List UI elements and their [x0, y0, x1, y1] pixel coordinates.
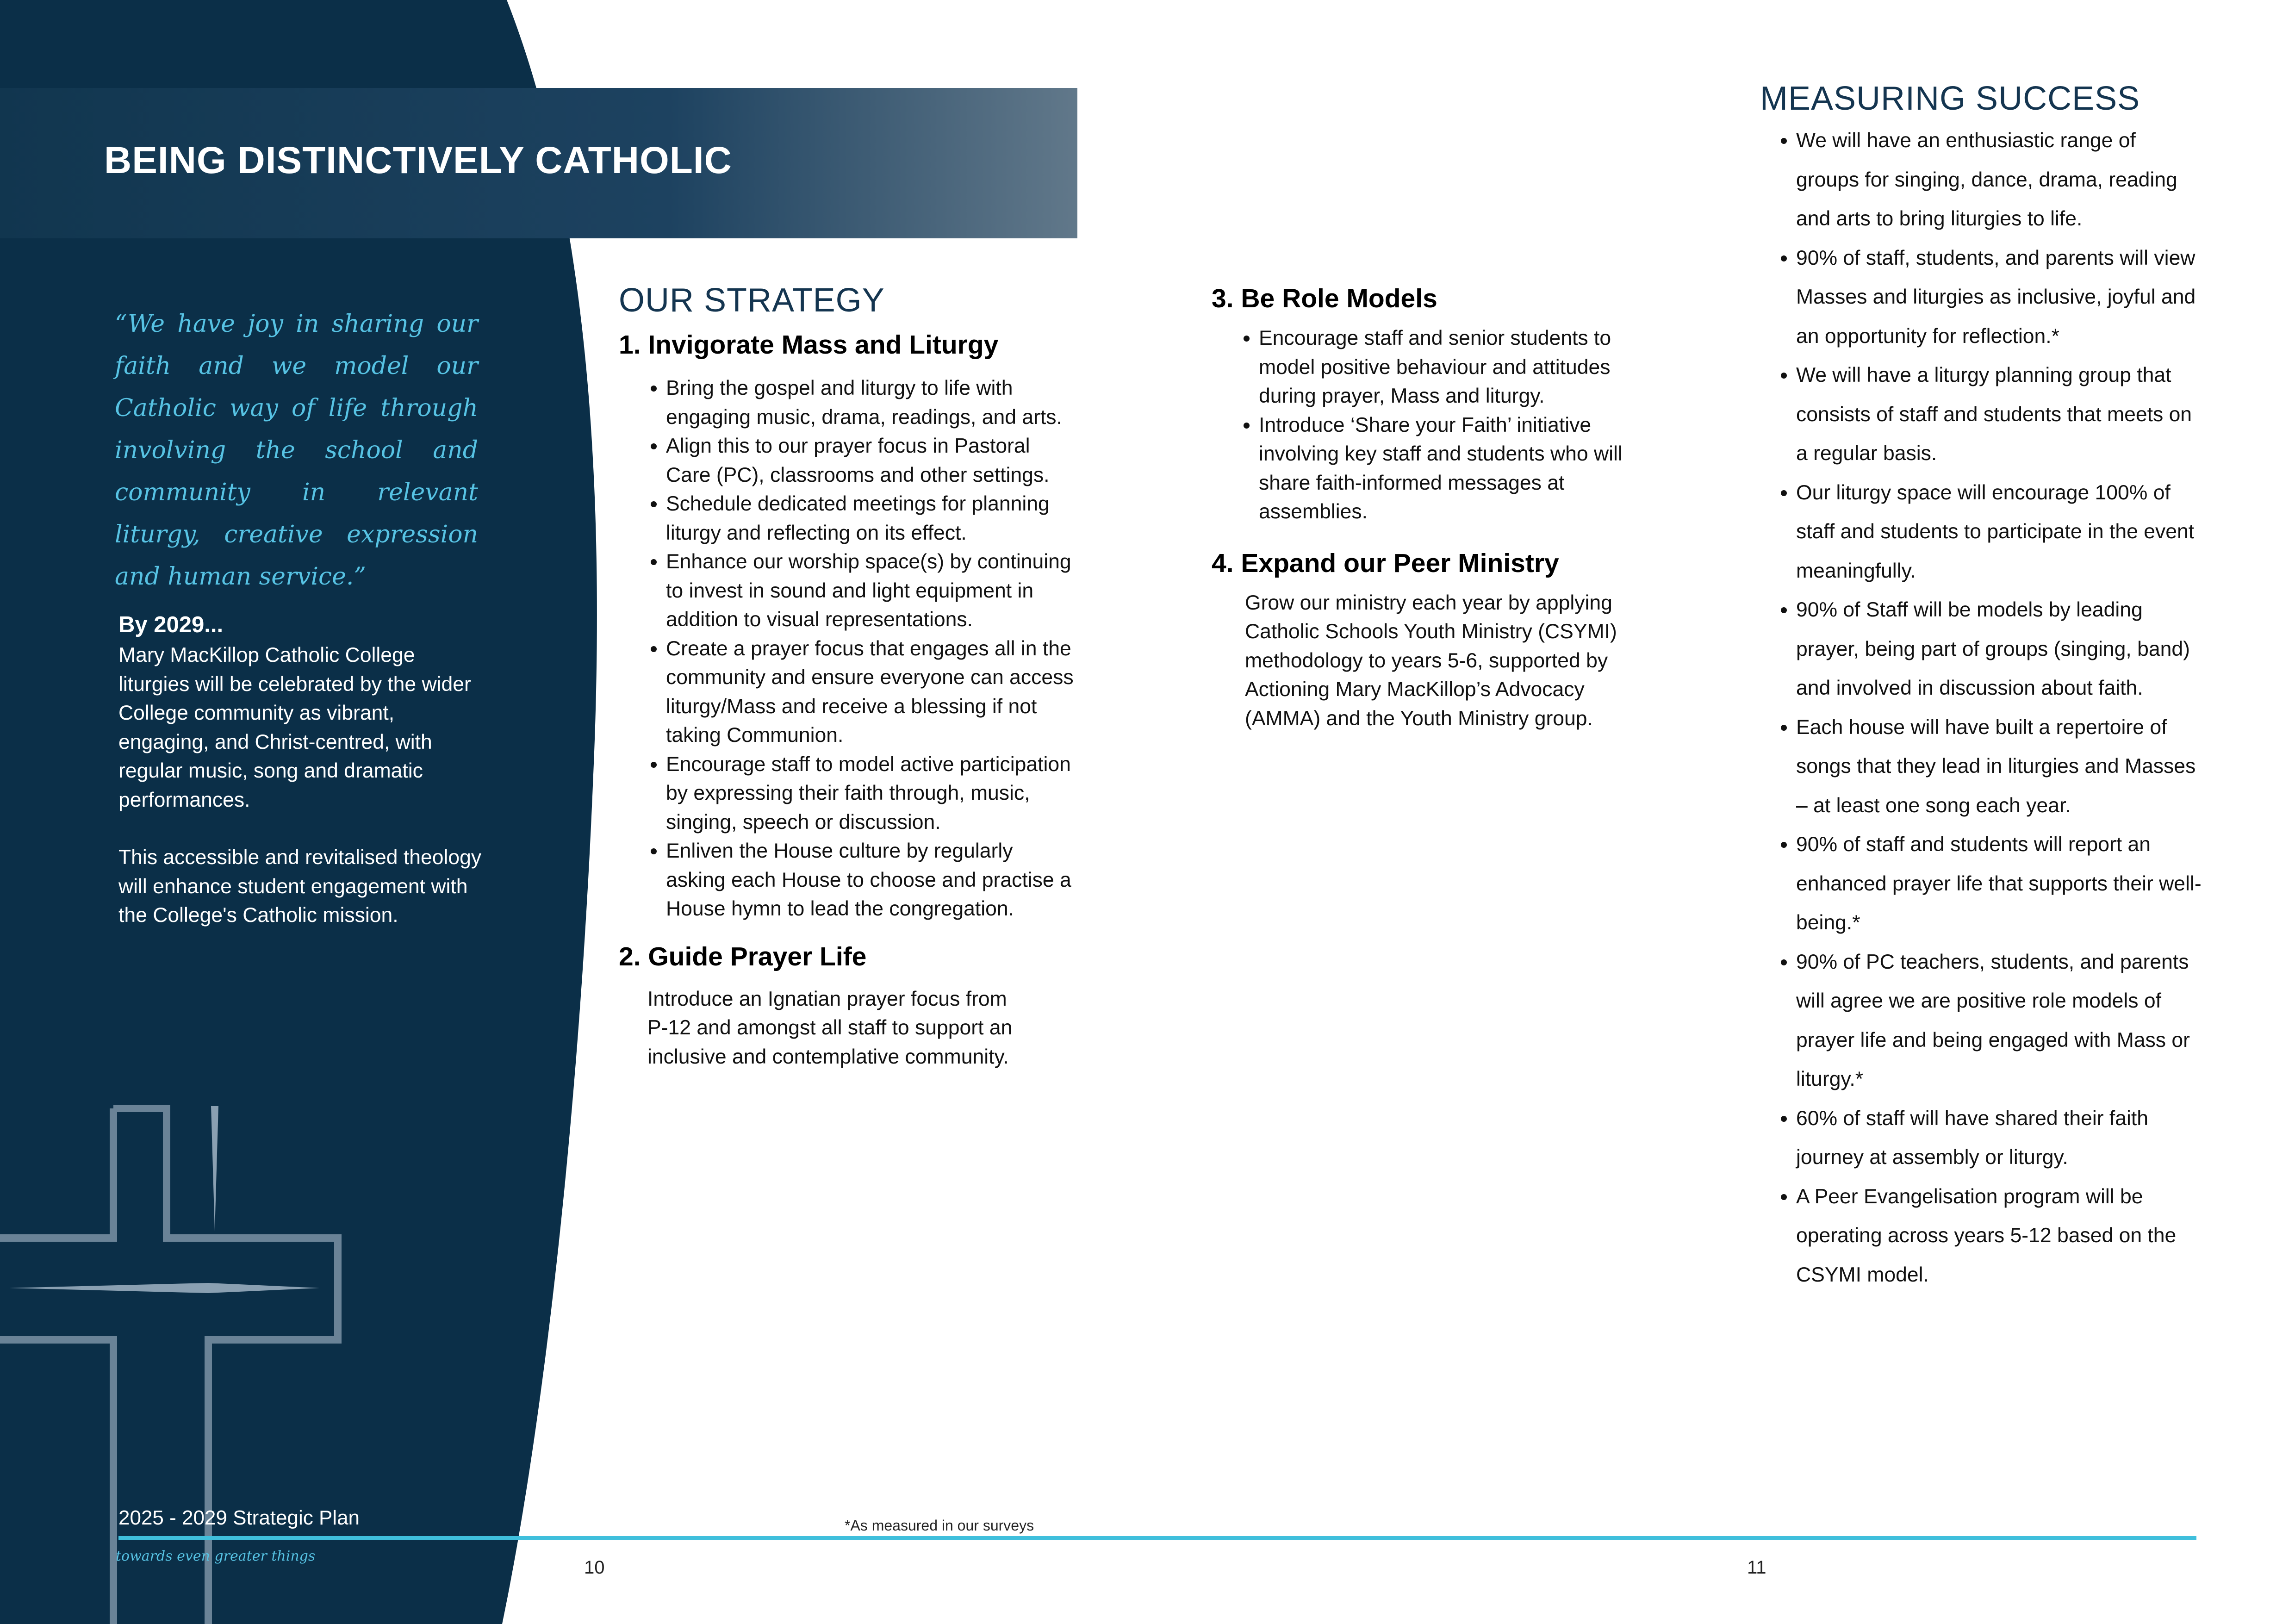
list-item: • 60% of staff will have shared their faith journey at assembly or liturgy. [1796, 1099, 2204, 1177]
list-item: • Introduce ‘Share your Faith’ initiative involving key staff and students who will share faith-informed messages at assemblies. [1259, 411, 1656, 527]
by-2029-paragraph: This accessible and revitalised theology will enhance student engagement with the College's Catholic mission. [118, 846, 482, 927]
measuring-heading: MEASURING SUCCESS [1760, 80, 2140, 117]
list-item: • 90% of staff, students, and parents will view Masses and liturgies as inclusive, joyful and an opportunity for reflection.* [1796, 239, 2204, 356]
by-2029-heading: By 2029... [118, 612, 224, 637]
list-item: • Bring the gospel and liturgy to life with engaging music, drama, readings, and arts. [666, 374, 1077, 432]
list-item: • Create a prayer focus that engages all in the community and ensure everyone can access liturgy/Mass and receive a blessing if not taking Communion. [666, 635, 1077, 750]
survey-footnote: *As measured in our surveys [845, 1517, 1034, 1534]
list-item: • 90% of staff and students will report an enhanced prayer life that supports their well-being.* [1796, 825, 2204, 943]
measuring-success-column [1760, 80, 2204, 1294]
list-item: • 90% of Staff will be models by leading prayer, being part of groups (singing, band) and involved in discussion about faith. [1796, 591, 2204, 708]
strategy-column [619, 281, 1077, 1071]
list-item: • Enhance our worship space(s) by continuing to invest in sound and light equipment in addition to visual representations. [666, 548, 1077, 635]
by-2029-paragraph: Mary MacKillop Catholic College liturgies will be celebrated by the wider College community as vibrant, engaging, and Christ-centred, with regular music, song and dramatic performances. [118, 644, 471, 811]
page-number-left: 10 [584, 1557, 605, 1578]
measuring-bullets [1760, 121, 2204, 1294]
list-item: • Our liturgy space will encourage 100% of staff and students to participate in the event meaningfully. [1796, 473, 2204, 591]
list-item: • Enliven the House culture by regularly asking each House to choose and practise a House hymn to lead the congregation. [666, 837, 1077, 924]
list-item: • Align this to our prayer focus in Pastoral Care (PC), classrooms and other settings. [666, 432, 1077, 490]
list-item: • A Peer Evangelisation program will be operating across years 5-12 based on the CSYMI model. [1796, 1177, 2204, 1295]
by-2029-text [118, 641, 484, 959]
list-item: • Each house will have built a repertoire of songs that they lead in liturgies and Masses – at least one song each year. [1796, 708, 2204, 826]
list-item: • Schedule dedicated meetings for planning liturgy and reflecting on its effect. [666, 490, 1077, 548]
footer-plan-title: 2025 - 2029 Strategic Plan [118, 1506, 360, 1529]
list-item: • 90% of PC teachers, students, and parents will agree we are positive role models of prayer life and being engaged with Mass or liturgy.* [1796, 943, 2204, 1099]
footer-tagline: towards even greater things [116, 1548, 316, 1564]
section-text: Grow our ministry each year by applying Catholic Schools Youth Ministry (CSYMI) methodology to years 5-6, supported by Actioning Mary MacKillop’s Advocacy (AMMA) and the Youth Ministry group. [1245, 591, 1617, 730]
section-bullets [619, 374, 1077, 924]
section-title: 3. Be Role Models [1212, 284, 1437, 313]
list-item: • Encourage staff and senior students to model positive behaviour and attitudes during prayer, Mass and liturgy. [1259, 324, 1656, 411]
section-title: 2. Guide Prayer Life [619, 941, 867, 971]
strategy-heading: OUR STRATEGY [619, 282, 885, 319]
section-title: 4. Expand our Peer Ministry [1212, 548, 1559, 578]
section-bullets [1212, 324, 1656, 527]
page-title: BEING DISTINCTIVELY CATHOLIC [104, 139, 732, 181]
list-item: • We will have an enthusiastic range of groups for singing, dance, drama, reading and arts to bring liturgies to life. [1796, 121, 2204, 239]
section-text: Introduce an Ignatian prayer focus from P-12 and amongst all staff to support an inclusive and contemplative community. [647, 987, 1013, 1068]
page-number-right: 11 [1747, 1557, 1766, 1578]
list-item: • Encourage staff to model active participation by expressing their faith through, music, singing, speech or discussion. [666, 750, 1077, 837]
mission-quote: “We have joy in sharing our faith and we model our Catholic way of life through involving the school and community in relevant liturgy, creative expression and human service.” [115, 310, 478, 591]
footer-divider [118, 1536, 2196, 1540]
list-item: • We will have a liturgy planning group that consists of staff and students that meets on a regular basis. [1796, 356, 2204, 473]
strategy-column-2 [1212, 283, 1656, 733]
section-title: 1. Invigorate Mass and Liturgy [619, 330, 999, 360]
